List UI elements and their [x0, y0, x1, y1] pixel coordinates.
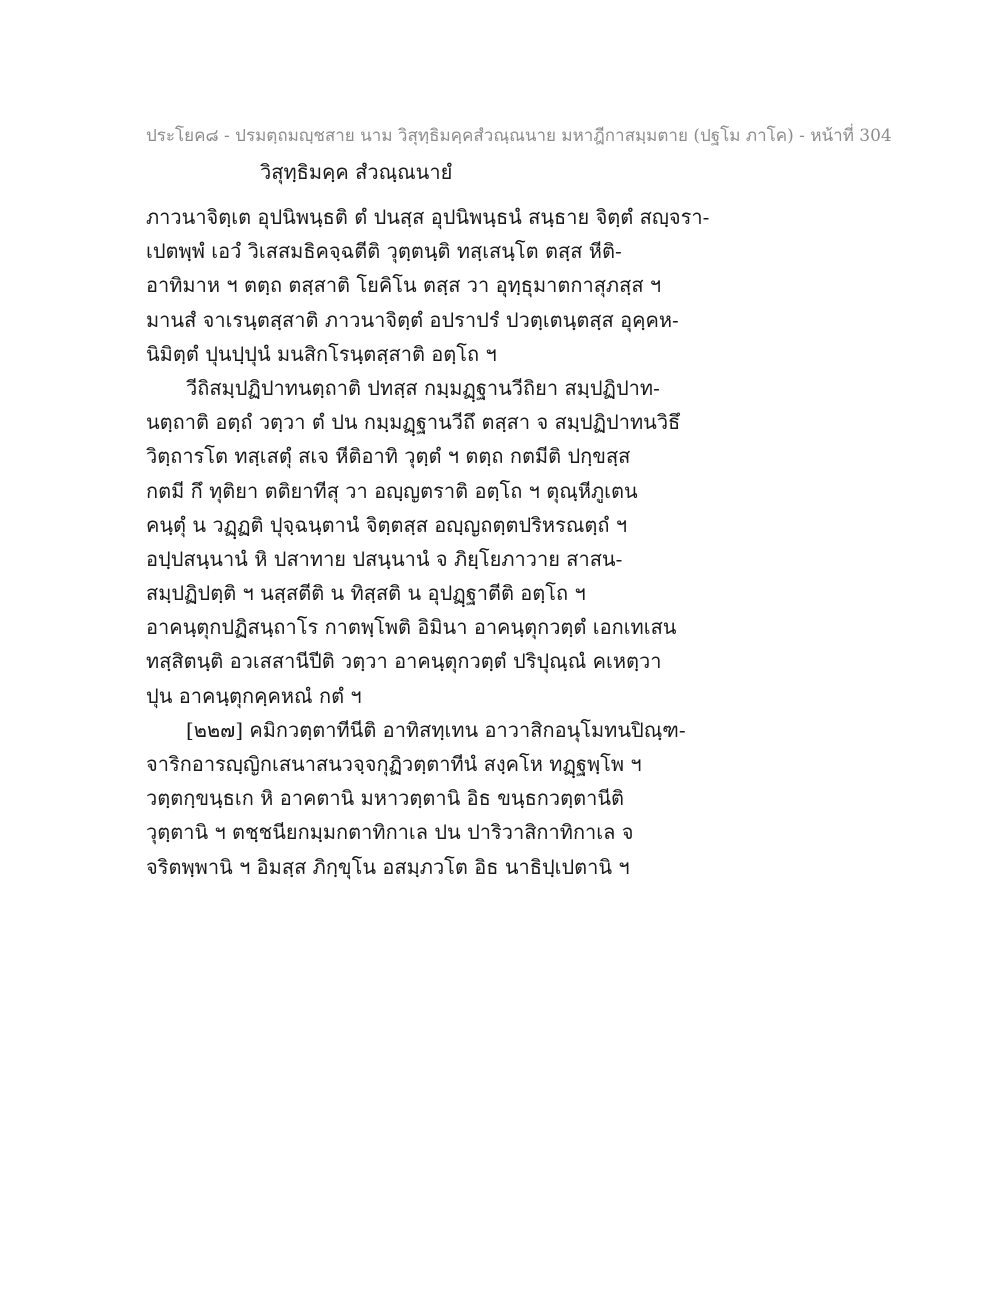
section-title: วิสุทฺธิมคฺค สํวณฺณนายํ: [260, 160, 453, 184]
text-line: มานสํ จาเรนฺตสฺสาติ ภาวนาจิตฺตํ อปราปรํ ปวตฺเตนฺตสฺส อุคฺคห-: [146, 307, 679, 332]
paragraph-start-line: วีถิสมฺปฏิปาทนตฺถาติ ปทสฺส กมฺมฏฺฐานวีถิยา สมฺปฏิปาท-: [186, 375, 660, 400]
paragraph-start-line: [๒๒๗] คมิกวตฺตาทีนีติ อาทิสทฺเทน อาวาสิกอนุโมทนปิณฺฑ-: [186, 717, 686, 742]
text-line: อาคนฺตุกปฏิสนฺถาโร กาตพฺโพติ อิมินา อาคนฺตุกวตฺตํ เอกเทเสน: [146, 615, 677, 640]
text-line: นตฺถาติ อตฺถํ วตฺวา ตํ ปน กมฺมฏฺฐานวีถึ ตสฺสา จ สมฺปฏิปาทนวิธึ: [146, 410, 681, 435]
text-line: นิมิตฺตํ ปุนปฺปุนํ มนสิกโรนฺตสฺสาติ อตฺโถ ฯ: [146, 341, 497, 366]
body-text: [146, 200, 846, 884]
text-line: สมฺปฏิปตฺติ ฯ นสฺสตีติ น ทิสฺสติ น อุปฏฺฐาตีติ อตฺโถ ฯ: [146, 581, 586, 606]
running-header: ประโยค๘ - ปรมตฺถมญฺชสาย นาม วิสุทฺธิมคฺคสํวณฺณนาย มหาฎีกาสมฺมตาย (ปฐโม ภาโค) - หน้าที่ 304: [146, 126, 892, 146]
text-line: วุตฺตานิ ฯ ตชฺชนียกมฺมกตาทิกาเล ปน ปาริวาสิกาทิกาเล จ: [146, 820, 634, 845]
text-line: ปุน อาคนฺตุกคฺคหณํ กตํ ฯ: [146, 683, 362, 708]
text-line: จริตพฺพานิ ฯ อิมสฺส ภิกฺขุโน อสมฺภวโต อิธ นาธิปฺเปตานิ ฯ: [146, 854, 630, 879]
text-line: ภาวนาจิตฺเต อุปนิพนฺธติ ตํ ปนสฺส อุปนิพนฺธนํ สนฺธาย จิตฺตํ สญฺจรา-: [146, 205, 710, 229]
text-line: วิตฺถารโต ทสฺเสตุํ สเจ หีติอาทิ วุตฺตํ ฯ ตตฺถ กตมีติ ปกฺขสฺส: [146, 444, 631, 469]
text-line: ทสฺสิตนฺติ อวเสสานีปีติ วตฺวา อาคนฺตุกวตฺตํ ปริปุณฺณํ คเหตฺวา: [146, 649, 662, 674]
text-line: อาทิมาห ฯ ตตฺถ ตสฺสาติ โยคิโน ตสฺส วา อุทฺธุมาตกาสุภสฺส ฯ: [146, 273, 662, 298]
text-line: เปตพฺพํ เอวํ วิเสสมธิคจฺฉตีติ วุตฺตนฺติ ทสฺเสนฺโต ตสฺส หีติ-: [146, 239, 622, 264]
text-line: คนฺตุํ น วฏฺฏติ ปุจฺฉนฺตานํ จิตฺตสฺส อญฺญถตฺตปริหรณตฺถํ ฯ: [146, 512, 628, 537]
text-line: กตมี กึ ทุติยา ตติยาทีสุ วา อญฺญตราติ อตฺโถ ฯ ตุณฺหีภูเตน: [146, 478, 638, 503]
text-line: วตฺตกฺขนฺธเก หิ อาคตานิ มหาวตฺตานิ อิธ ขนฺธกวตฺตานีติ: [146, 786, 624, 811]
text-line: จาริกอารญฺญิกเสนาสนวจฺจกุฏิวตฺตาทีนํ สงฺคโห ทฏฺฐพฺโพ ฯ: [146, 752, 642, 776]
text-line: อปฺปสนฺนานํ หิ ปสาทาย ปสนฺนานํ จ ภิยฺโยภาวาย สาสน-: [146, 546, 623, 571]
